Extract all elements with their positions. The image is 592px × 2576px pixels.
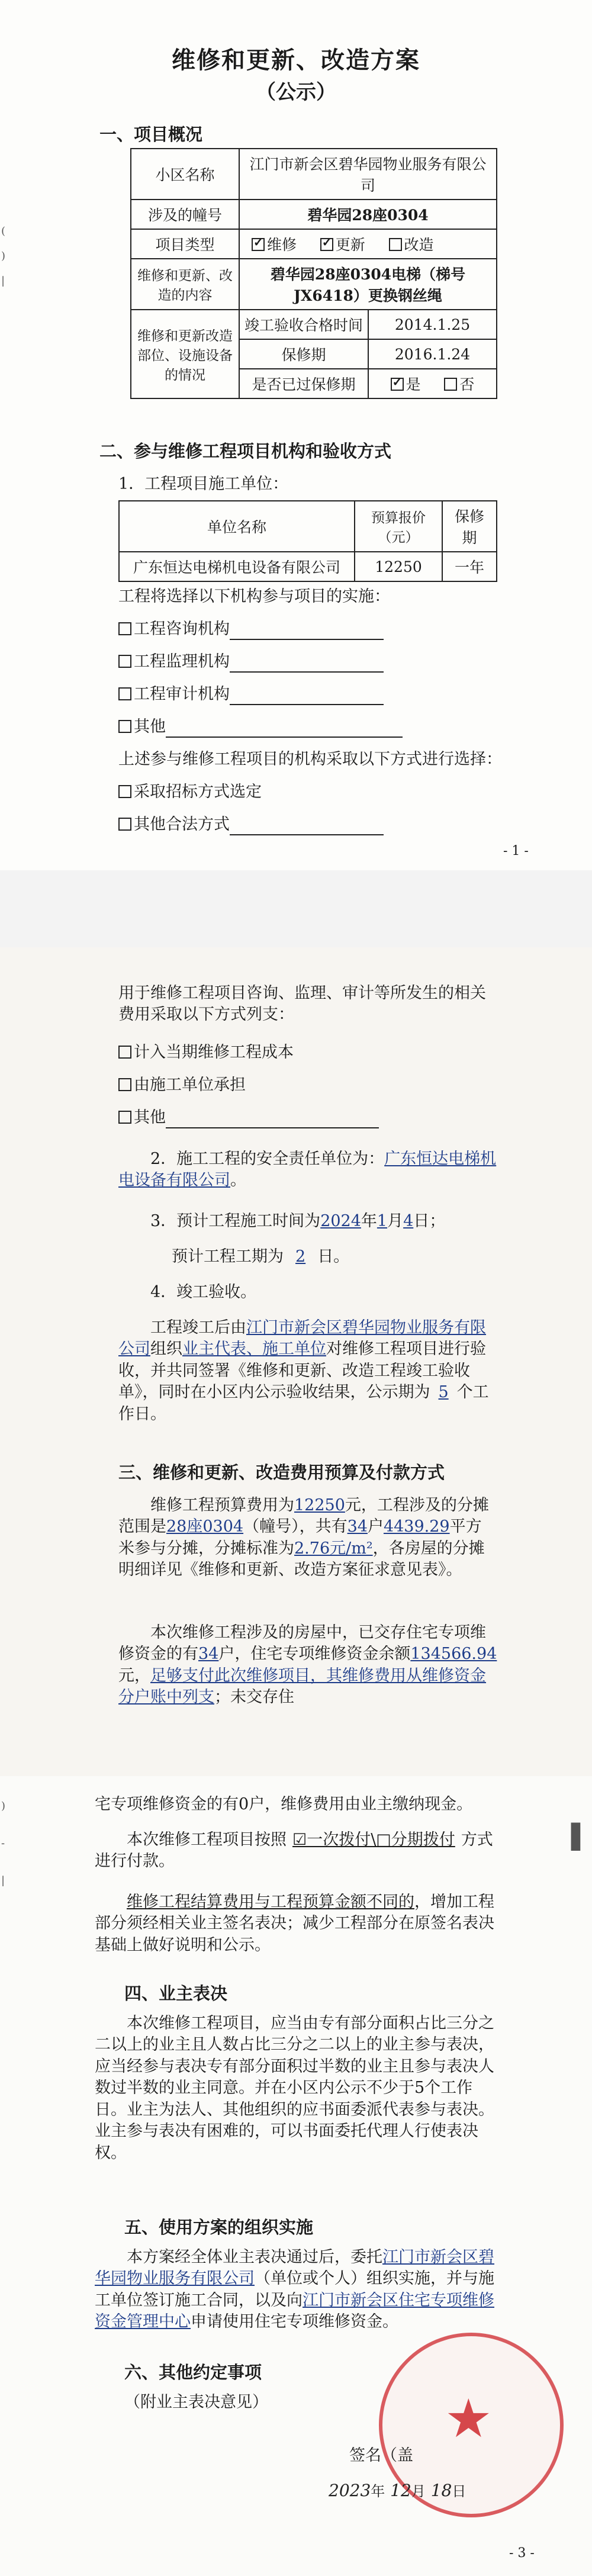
method-text: 上述参与维修工程项目的机构采取以下方式进行选择： [118, 750, 502, 768]
budget-range: 28座0304 [166, 1517, 244, 1536]
option-renovate-label: 改造 [404, 236, 434, 253]
safety-unit: 广东恒达电梯机电设备有限公司 [118, 1150, 497, 1190]
start-month: 1 [377, 1212, 388, 1230]
facility-status-label: 维修和更新改造部位、设施设备的情况 [131, 310, 239, 398]
signature-label: 签名（盖 [349, 2446, 413, 2465]
fund-households: 34 [198, 1645, 219, 1664]
payment-options: ☑一次拨付\□分期拨付 [292, 1831, 455, 1849]
checkbox-update [320, 238, 333, 251]
contractor-item-heading: 1．工程项目施工单位： [118, 475, 289, 493]
budget-c: （幢号），共有 [243, 1517, 348, 1536]
budget-fee: 12250 [294, 1496, 345, 1514]
section-1-title: 一、项目概况 [99, 124, 203, 144]
fee-cost-label: 计入当期维修工程成本 [134, 1043, 294, 1062]
fill-line [166, 1127, 379, 1128]
fee-paragraph: 用于维修工程项目咨询、监理、审计等所发生的相关费用采取以下方式列支： [118, 984, 486, 1024]
date-day: 18 [430, 2481, 452, 2500]
acceptance-mid: 组织 [150, 1340, 182, 1359]
month-char: 月 [387, 1212, 404, 1230]
acceptance-end: 个工作日。 [118, 1383, 489, 1423]
duration-days: 2 [295, 1247, 306, 1266]
payment-b: 方式进行付款。 [95, 1831, 493, 1871]
duration-suffix: 日。 [317, 1247, 350, 1266]
signature-date [329, 2479, 466, 2500]
org-option-supervision [118, 651, 384, 673]
payment-a: 本次维修工程项目按照 [127, 1831, 287, 1849]
org-audit-label: 工程审计机构 [134, 685, 230, 703]
date-day-char: 日 [452, 2483, 466, 2500]
section-2-title: 二、参与维修工程项目机构和验收方式 [99, 441, 392, 461]
budget-b: 元，工程涉及的分摊范围是 [118, 1496, 489, 1536]
option-repair-label: 维修 [267, 236, 297, 253]
cash-paragraph: 宅专项维修资金的有0户，维修费用由业主缴纳现金。 [95, 1795, 473, 1813]
fill-line [230, 671, 384, 673]
budget-paragraph [118, 1495, 497, 1581]
budget-rate: 2.76元/m² [294, 1539, 373, 1558]
safety-suffix: 。 [230, 1171, 246, 1190]
budget-f: ，各房屋的分摊明细详见《维修和更新、改造方案征求意见表》。 [118, 1539, 485, 1580]
fee-option-other [118, 1107, 379, 1128]
acceptance-heading: 4．竣工验收。 [150, 1283, 257, 1301]
contractor-name: 广东恒达电梯机电设备有限公司 [119, 552, 355, 581]
fund-balance: 134566.94 [410, 1645, 497, 1664]
building-number-label: 涉及的幢号 [131, 200, 239, 229]
method-tender [118, 782, 262, 803]
budget-d: 户 [367, 1517, 384, 1536]
acceptance-date-label: 竣工验收合格时间 [239, 310, 368, 339]
contractor-warranty: 一年 [442, 552, 497, 581]
settlement-rest: ，增加工程部分须经相关业主签名表决；减少工程部分在原签名表决基础上做好说明和公示。 [95, 1893, 494, 1954]
budget-area: 4439.29 [383, 1517, 450, 1536]
warranty-expired-options [368, 369, 497, 398]
checkbox-tender [118, 785, 131, 798]
fill-line [166, 737, 403, 738]
checkbox-fee-contractor [118, 1078, 131, 1091]
acceptance-date-value: 2014.1.25 [368, 310, 497, 339]
acceptance-org: 江门市新会区碧华园物业服务有限公司 [118, 1318, 486, 1359]
year-char: 年 [361, 1212, 377, 1230]
schedule-prefix: 3．预计工程施工时间为 [150, 1212, 321, 1230]
fee-option-contractor [118, 1075, 246, 1096]
contractor-price: 12250 [355, 552, 442, 581]
checkbox-other-method [118, 818, 131, 831]
org-consulting-label: 工程咨询机构 [134, 620, 230, 638]
document-page-3 [0, 1776, 592, 2576]
document-page-2 [0, 947, 592, 1835]
page-gap [0, 870, 592, 947]
contractor-header-price: 预算报价（元） [355, 501, 442, 552]
attachment-note: （附业主表决意见） [124, 2393, 268, 2411]
checkbox-audit [118, 687, 131, 700]
fund-b: 户，住宅专项维修资金余额 [218, 1645, 411, 1664]
checkbox-renovate [389, 238, 402, 251]
schedule-start [150, 1211, 445, 1232]
org-other-label: 其他 [134, 718, 166, 736]
building-number-value: 碧华园28座0304 [239, 200, 497, 229]
fund-c: 元， [118, 1666, 150, 1685]
checkbox-repair [252, 238, 265, 251]
contractor-table [118, 500, 497, 582]
org-supervision-label: 工程监理机构 [134, 652, 230, 671]
schedule-suffix: 日； [413, 1212, 446, 1230]
right-edge-mark: ▌ [571, 1824, 590, 1851]
page-number: - 3 - [509, 2546, 535, 2561]
date-year: 2023 [329, 2481, 371, 2500]
budget-households: 34 [347, 1517, 368, 1536]
date-month-char: 月 [411, 2483, 426, 2500]
budget-e: 平方米参与分摊，分摊标准为 [118, 1517, 482, 1558]
contractor-header-name: 单位名称 [119, 501, 355, 552]
fund-paragraph [118, 1622, 497, 1709]
contractor-header-warranty: 保修期 [442, 501, 497, 552]
org-option-other [118, 716, 403, 738]
option-yes-label: 是 [406, 376, 421, 393]
left-edge-marks: ( ) | [1, 225, 6, 287]
page-number: - 1 - [503, 844, 529, 858]
checkbox-no [444, 378, 457, 391]
impl-b: （单位或个人）组织实施，并与施工单位签订施工合同，以及向 [95, 2269, 494, 2310]
checkbox-yes [391, 378, 404, 391]
fee-other-label: 其他 [134, 1108, 166, 1127]
duration-prefix: 预计工程工期为 [172, 1247, 284, 1266]
impl-a: 本方案经全体业主表决通过后，委托 [127, 2248, 382, 2266]
fund-e: ；未交存住 [214, 1688, 294, 1707]
warranty-period-label: 保修期 [239, 339, 368, 369]
project-type-options [239, 229, 497, 259]
fill-line [230, 639, 384, 640]
warranty-expired-label: 是否已过保修期 [239, 369, 368, 398]
org-select-text: 工程将选择以下机构参与项目的实施： [118, 587, 390, 606]
safety-prefix: 2．施工工程的安全责任单位为： [150, 1150, 385, 1168]
acceptance-prefix: 工程竣工后由 [150, 1318, 246, 1337]
checkbox-fee-other [118, 1111, 131, 1124]
acceptance-who: 业主代表、施工单位 [182, 1340, 326, 1359]
page-subtitle: （公示） [256, 81, 336, 104]
settlement-underlined: 维修工程结算费用与工程预算金额不同的 [127, 1893, 414, 1911]
fee-contractor-label: 由施工单位承担 [134, 1076, 246, 1094]
org-option-audit [118, 684, 384, 705]
section-5-title: 五、使用方案的组织实施 [124, 2217, 314, 2237]
safety-responsibility [118, 1149, 497, 1192]
checkbox-supervision [118, 655, 131, 668]
method-tender-label: 采取招标方式选定 [134, 783, 262, 801]
document-page-1 [0, 0, 592, 870]
checkbox-fee-cost [118, 1046, 131, 1059]
fill-line [230, 834, 384, 835]
project-overview-table [130, 148, 497, 399]
settlement-paragraph [95, 1892, 497, 1956]
publicity-days: 5 [438, 1383, 449, 1402]
option-update-label: 更新 [335, 236, 365, 253]
seal-star-icon: ★ [445, 2388, 493, 2450]
org-option-consulting [118, 619, 384, 640]
section-4-title: 四、业主表决 [124, 1983, 228, 2003]
impl-org: 江门市新会区碧华园物业服务有限公司 [95, 2248, 494, 2288]
fill-line [230, 704, 384, 705]
content-value: 碧华园28座0304电梯（梯号JX6418）更换钢丝绳 [239, 259, 497, 310]
start-day: 4 [403, 1212, 414, 1230]
community-name-value: 江门市新会区碧华园物业服务有限公司 [239, 149, 497, 200]
fund-a: 本次维修工程涉及的房屋中，已交存住宅专项维修资金的有 [118, 1623, 486, 1664]
date-month: 12 [390, 2481, 411, 2500]
schedule-duration [172, 1246, 349, 1268]
content-label: 维修和更新、改造的内容 [131, 259, 239, 310]
impl-c: 申请使用住宅专项维修资金。 [191, 2313, 398, 2331]
checkbox-other-org [118, 720, 131, 733]
community-name-label: 小区名称 [131, 149, 239, 200]
warranty-period-value: 2016.1.24 [368, 339, 497, 369]
fee-option-cost [118, 1042, 294, 1063]
budget-a: 维修工程预算费用为 [150, 1496, 294, 1514]
method-other-label: 其他合法方式 [134, 815, 230, 834]
start-year: 2024 [320, 1212, 361, 1230]
project-type-label: 项目类型 [131, 229, 239, 259]
implementation-paragraph [95, 2247, 497, 2333]
page-title: 维修和更新、改造方案 [172, 46, 420, 74]
left-edge-marks: ) - | [1, 1800, 6, 1887]
option-no-label: 否 [459, 376, 475, 393]
section-3-title: 三、维修和更新、改造费用预算及付款方式 [118, 1462, 445, 1482]
acceptance-paragraph [118, 1317, 497, 1425]
payment-paragraph [95, 1829, 497, 1873]
checkbox-consulting [118, 622, 131, 635]
fund-sufficient-note: 足够支付此次维修项目，其维修费用从维修资金分户账中列支 [118, 1666, 486, 1707]
method-other [118, 814, 384, 835]
acceptance-rest: 对维修工程项目进行验收，并共同签署《维修和更新、改造工程竣工验收单》，同时在小区内公示验收结果，公示期为 [118, 1340, 486, 1402]
impl-center: 江门市新会区住宅专项维修资金管理中心 [95, 2291, 494, 2331]
section-6-title: 六、其他约定事项 [124, 2362, 262, 2382]
date-year-char: 年 [371, 2483, 385, 2500]
vote-paragraph: 本次维修工程项目，应当由专有部分面积占比三分之二以上的业主且人数占比三分之二以上的业主参与表决，应当经参与表决专有部分面积过半数的业主且参与表决人数过半数的业主同意。并在小区内公示不少于5个工作日。业主为法人、其他组织的应书面委派代表参与表决。业主参与表决有困难的，可以书面委托代理人行使表决权。 [95, 2014, 494, 2162]
